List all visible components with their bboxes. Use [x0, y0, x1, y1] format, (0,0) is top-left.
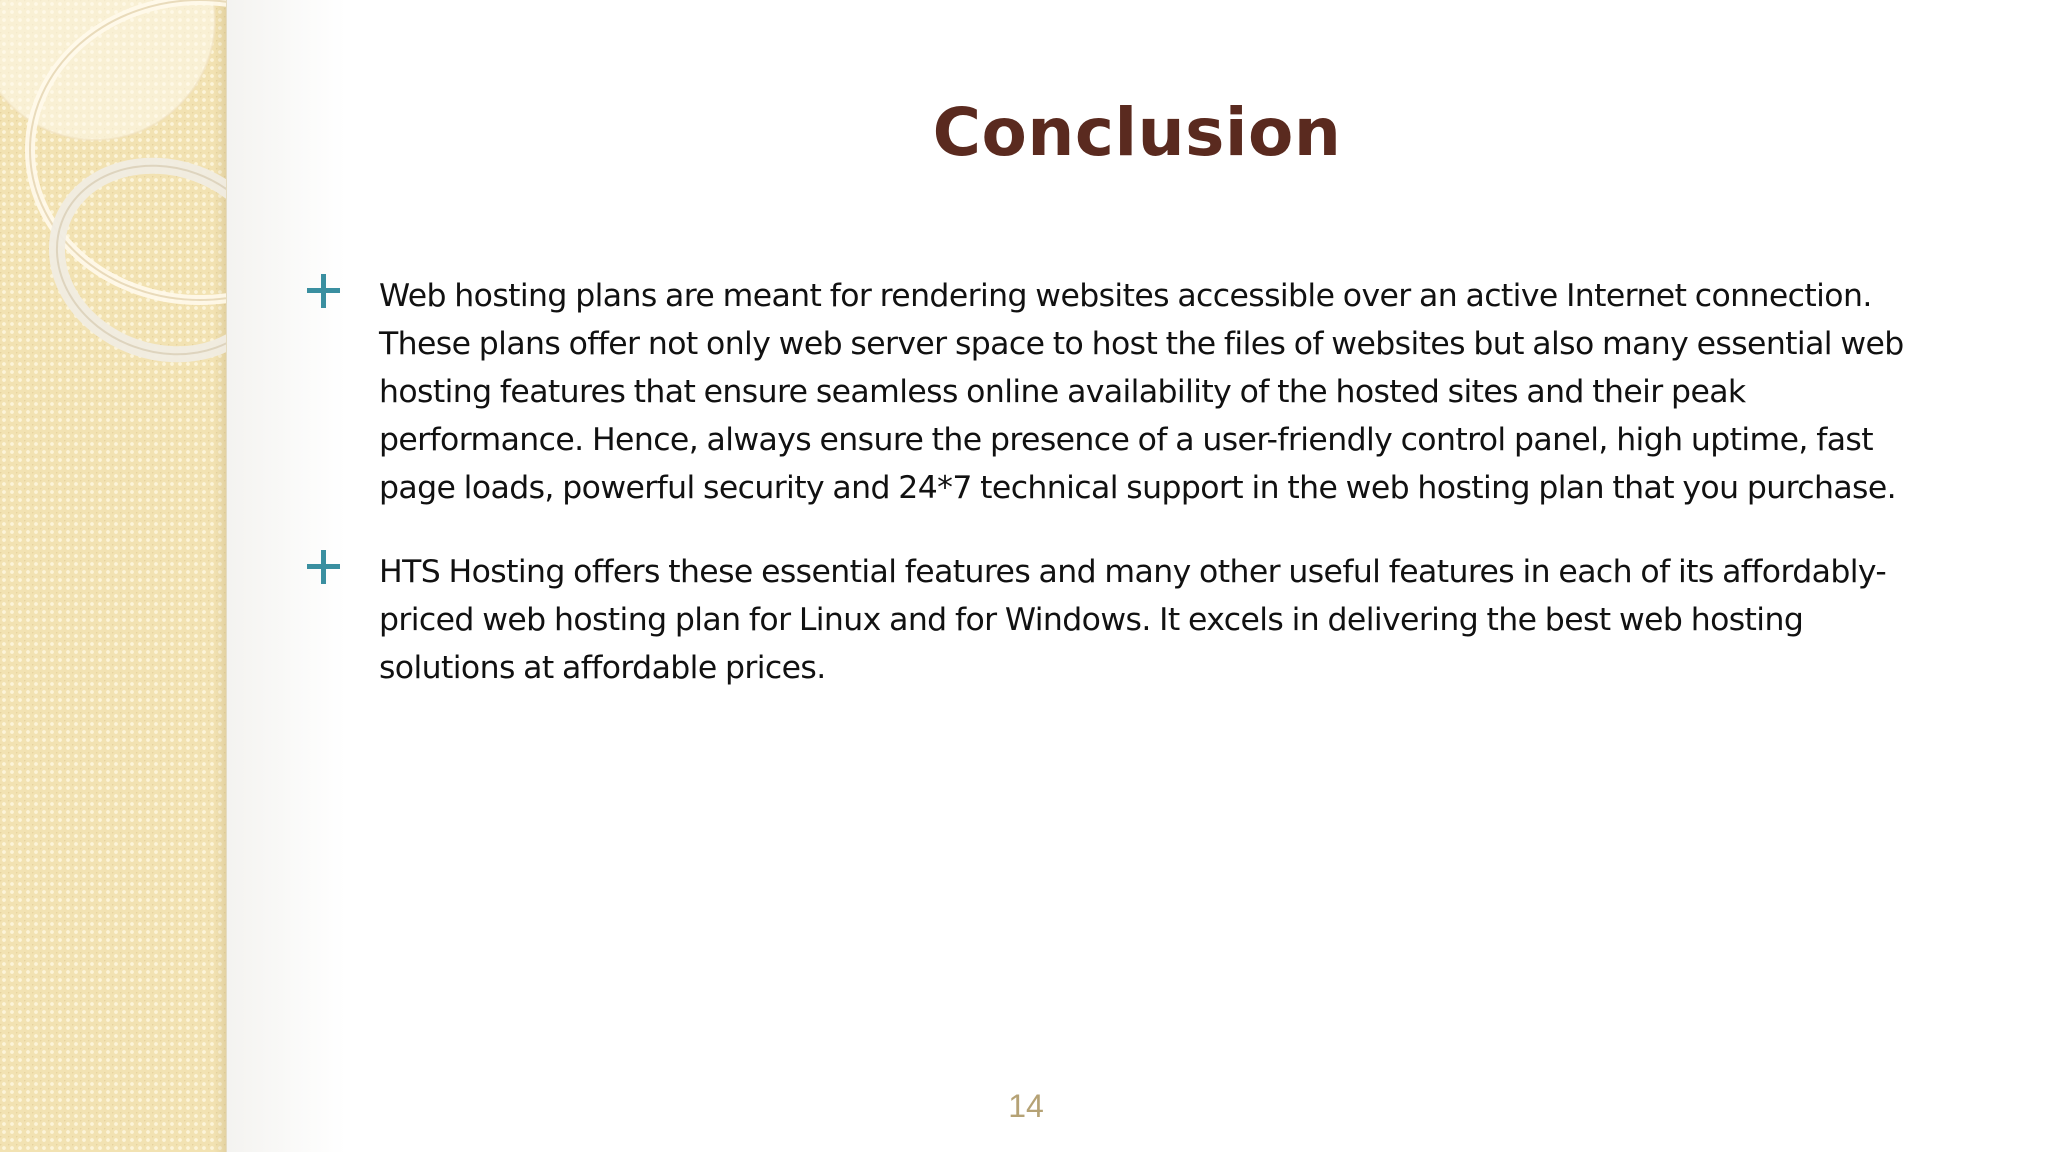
- bullet-item: [302, 548, 1932, 692]
- page-number: 14: [1008, 1088, 1044, 1124]
- plus-icon: [302, 544, 346, 592]
- plus-icon: [302, 268, 346, 316]
- bullet-list: [302, 272, 1932, 728]
- bullet-item: [302, 272, 1932, 512]
- slide-title: Conclusion: [932, 94, 1342, 171]
- bullet-text: HTS Hosting offers these essential features and many other useful features in each of its affordably-priced web hosting plan for Linux and for Windows. It excels in delivering the best web hosting solutions at affordable prices.: [379, 554, 1887, 686]
- bullet-text: Web hosting plans are meant for rendering websites accessible over an active Internet connection. These plans offer not only web server space to host the files of websites but also many essential web hosting features that ensure seamless online availability of the hosted sites and their peak performance. Hence, always ensure the presence of a user-friendly control panel, high uptime, fast page loads, powerful security and 24*7 technical support in the web hosting plan that you purchase.: [379, 278, 1904, 506]
- decorative-swirl-graphic: [0, 0, 226, 400]
